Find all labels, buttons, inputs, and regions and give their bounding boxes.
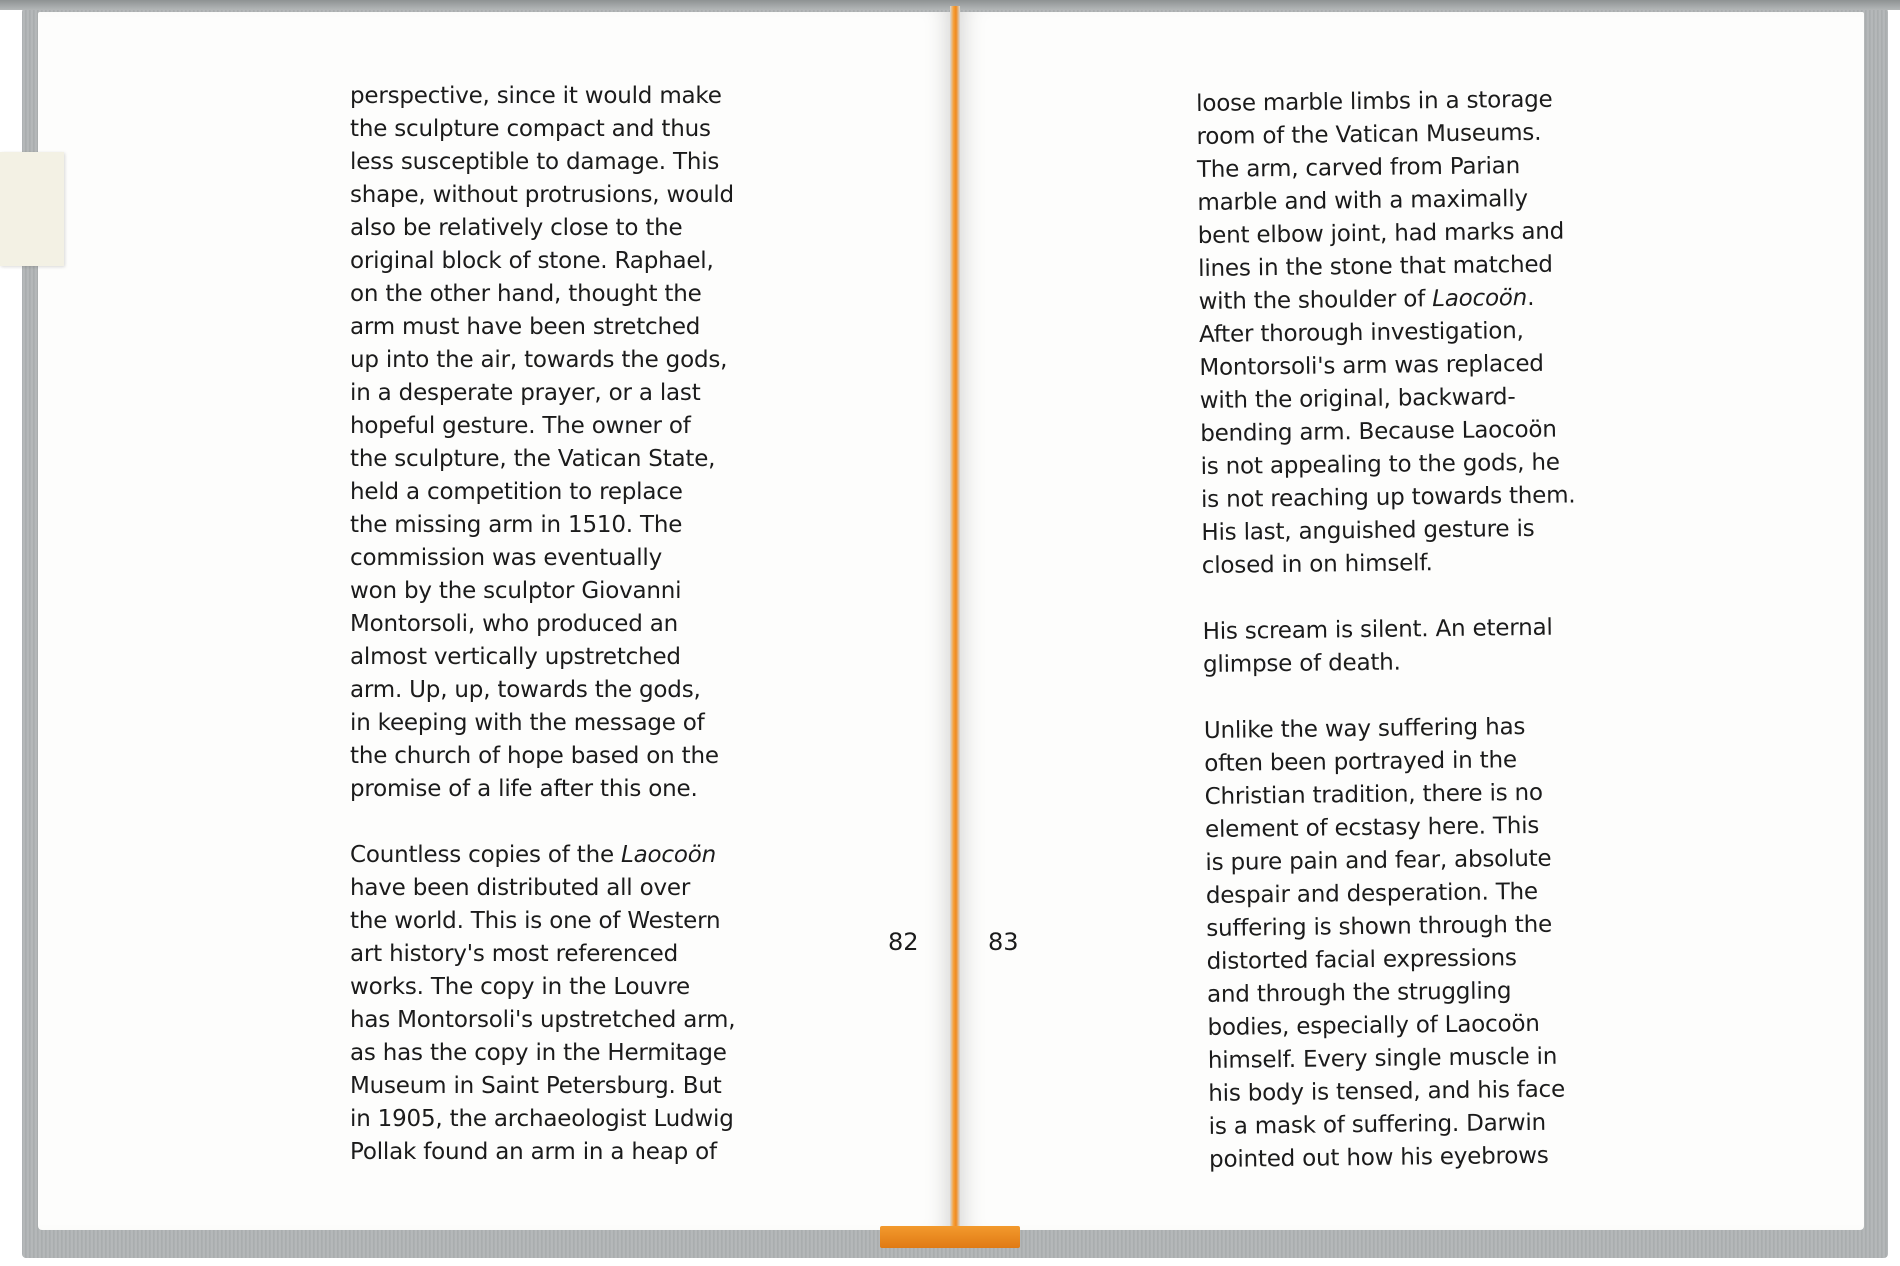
text-line: have been distributed all over (350, 875, 691, 901)
italic-title: Laocoön (621, 842, 716, 868)
paragraph-gap (1203, 677, 1578, 715)
text-line: marble and with a maximally (1197, 185, 1529, 216)
book-spine-gutter (950, 6, 960, 1246)
text-line: shape, without protrusions, would (350, 182, 734, 208)
bookmark-ribbon (0, 152, 64, 266)
text-line: hopeful gesture. The owner of (350, 413, 691, 439)
text-line: bent elbow joint, had marks and (1197, 218, 1565, 249)
text-line: suffering is shown through the (1206, 911, 1553, 942)
text-line: in keeping with the message of (350, 710, 705, 736)
text-line: the missing arm in 1510. The (350, 512, 683, 538)
text-line: himself. Every single muscle in (1207, 1043, 1558, 1074)
text-line: works. The copy in the Louvre (350, 974, 690, 1000)
text-line: often been portrayed in the (1204, 747, 1518, 777)
text-line: element of ecstasy here. This (1204, 812, 1540, 843)
text-line: won by the sculptor Giovanni (350, 578, 682, 604)
paragraph-gap (350, 806, 735, 839)
italic-title: Laocoön (1432, 284, 1528, 313)
text-line: bodies, especially of Laocoön (1207, 1010, 1540, 1041)
text-line: closed in on himself. (1201, 550, 1433, 579)
text-line: the world. This is one of Western (350, 908, 721, 934)
text-line: the sculpture compact and thus (350, 116, 711, 142)
text-line: Christian tradition, there is no (1204, 779, 1543, 810)
text-line: glimpse of death. (1202, 649, 1401, 678)
text-line: perspective, since it would make (350, 83, 722, 109)
text-line: almost vertically upstretched (350, 644, 681, 670)
right-page-body (1196, 83, 1584, 1176)
text-line: on the other hand, thought the (350, 281, 702, 307)
text-line: in a desperate prayer, or a last (350, 380, 701, 406)
text-line: is not reaching up towards them. (1200, 482, 1576, 513)
text-line: and through the struggling (1206, 978, 1512, 1008)
paragraph-gap (1202, 578, 1577, 616)
text-fragment: with the shoulder of (1198, 286, 1433, 315)
text-line: in 1905, the archaeologist Ludwig (350, 1106, 734, 1132)
text-line: has Montorsoli's upstretched arm, (350, 1007, 736, 1033)
text-line: arm must have been stretched (350, 314, 701, 340)
text-line: Pollak found an arm in a heap of (350, 1139, 717, 1165)
text-line: distorted facial expressions (1206, 945, 1517, 975)
text-line: The arm, carved from Parian (1196, 153, 1521, 183)
text-line: commission was eventually (350, 545, 663, 571)
text-line: arm. Up, up, towards the gods, (350, 677, 701, 703)
text-line (1198, 281, 1573, 319)
text-line: is a mask of suffering. Darwin (1208, 1109, 1547, 1140)
text-line: less susceptible to damage. This (350, 149, 720, 175)
text-line: His scream is silent. An eternal (1202, 614, 1553, 645)
text-line: the church of hope based on the (350, 743, 719, 769)
text-line: His last, anguished gesture is (1201, 515, 1535, 546)
text-line: is pure pain and fear, absolute (1205, 845, 1552, 876)
text-line: art history's most referenced (350, 941, 679, 967)
text-line: promise of a life after this one. (350, 776, 698, 802)
text-line: the sculpture, the Vatican State, (350, 446, 716, 472)
text-line: bending arm. Because Laocoön (1200, 416, 1557, 447)
text-line: Museum in Saint Petersburg. But (350, 1073, 722, 1099)
text-line: as has the copy in the Hermitage (350, 1040, 727, 1066)
text-line: room of the Vatican Museums. (1196, 119, 1542, 150)
text-line: Montorsoli's arm was replaced (1199, 350, 1544, 381)
spine-headband (880, 1226, 1020, 1248)
page-number-right: 83 (988, 928, 1019, 956)
text-line: is not appealing to the gods, he (1200, 449, 1560, 480)
text-fragment: Countless copies of the (350, 842, 622, 868)
text-line: up into the air, towards the gods, (350, 347, 728, 373)
text-line: also be relatively close to the (350, 215, 683, 241)
page-number-left: 82 (888, 928, 919, 956)
text-line: held a competition to replace (350, 479, 683, 505)
text-line (350, 839, 735, 872)
text-line: After thorough investigation, (1198, 318, 1524, 348)
text-line: original block of stone. Raphael, (350, 248, 714, 274)
text-line: pointed out how his eyebrows (1208, 1142, 1549, 1173)
text-line: Montorsoli, who produced an (350, 611, 679, 637)
text-line: despair and desperation. The (1205, 878, 1539, 909)
text-line: his body is tensed, and his face (1208, 1076, 1566, 1107)
text-line: Unlike the way suffering has (1203, 714, 1526, 744)
text-line: with the original, backward- (1199, 384, 1516, 414)
text-line: lines in the stone that matched (1198, 251, 1553, 282)
left-page-body (350, 80, 735, 1169)
text-line: loose marble limbs in a storage (1196, 86, 1553, 117)
text-fragment: . (1526, 284, 1535, 311)
